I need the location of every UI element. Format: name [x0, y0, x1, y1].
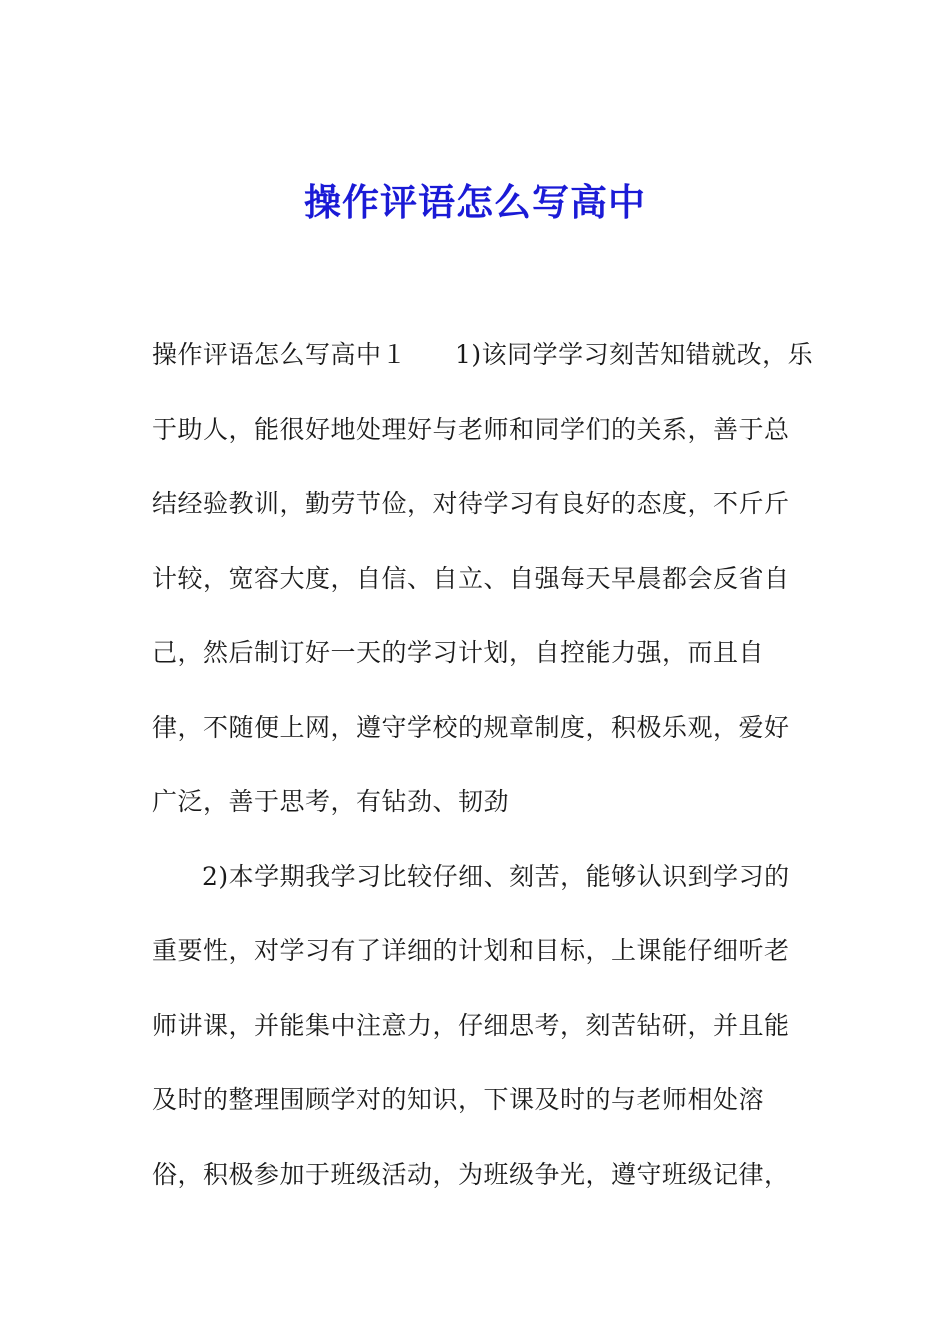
page-title: 操作评语怎么写高中 — [304, 181, 646, 224]
text-line: 计较，宽容大度，自信、自立、自强每天早晨都会反省自 — [152, 563, 790, 593]
text-line: 己，然后制订好一天的学习计划，自控能力强，而且自 — [152, 638, 765, 667]
text-line: 俗，积极参加于班级活动，为班级争光，遵守班级记律， — [152, 1159, 790, 1189]
text-line: 结经验教训，勤劳节俭，对待学习有良好的态度，不斤斤 — [152, 489, 790, 518]
text-line — [152, 332, 812, 407]
text-line — [152, 854, 812, 929]
section-heading: 操作评语怎么写高中１ — [152, 340, 408, 369]
text-line: 广泛，善于思考，有钻劲、韧劲 — [152, 787, 510, 816]
paragraph-text: 1)该同学学习刻苦知错就改，乐 — [455, 340, 814, 369]
text-line: 律，不随便上网，遵守学校的规章制度，积极乐观，爱好 — [152, 712, 790, 742]
text-line: 重要性，对学习有了详细的计划和目标，上课能仔细听老 — [152, 936, 790, 965]
text-line: 及时的整理围顾学对的知识，下课及时的与老师相处溶 — [152, 1085, 765, 1114]
text-line: 师讲课，并能集中注意力，仔细思考，刻苦钻研，并且能 — [152, 1010, 790, 1040]
paragraph-text: 2)本学期我学习比较仔细、刻苦，能够认识到学习的 — [202, 861, 790, 891]
document-body — [152, 332, 812, 1226]
text-line: 于助人，能很好地处理好与老师和同学们的关系，善于总 — [152, 414, 790, 444]
